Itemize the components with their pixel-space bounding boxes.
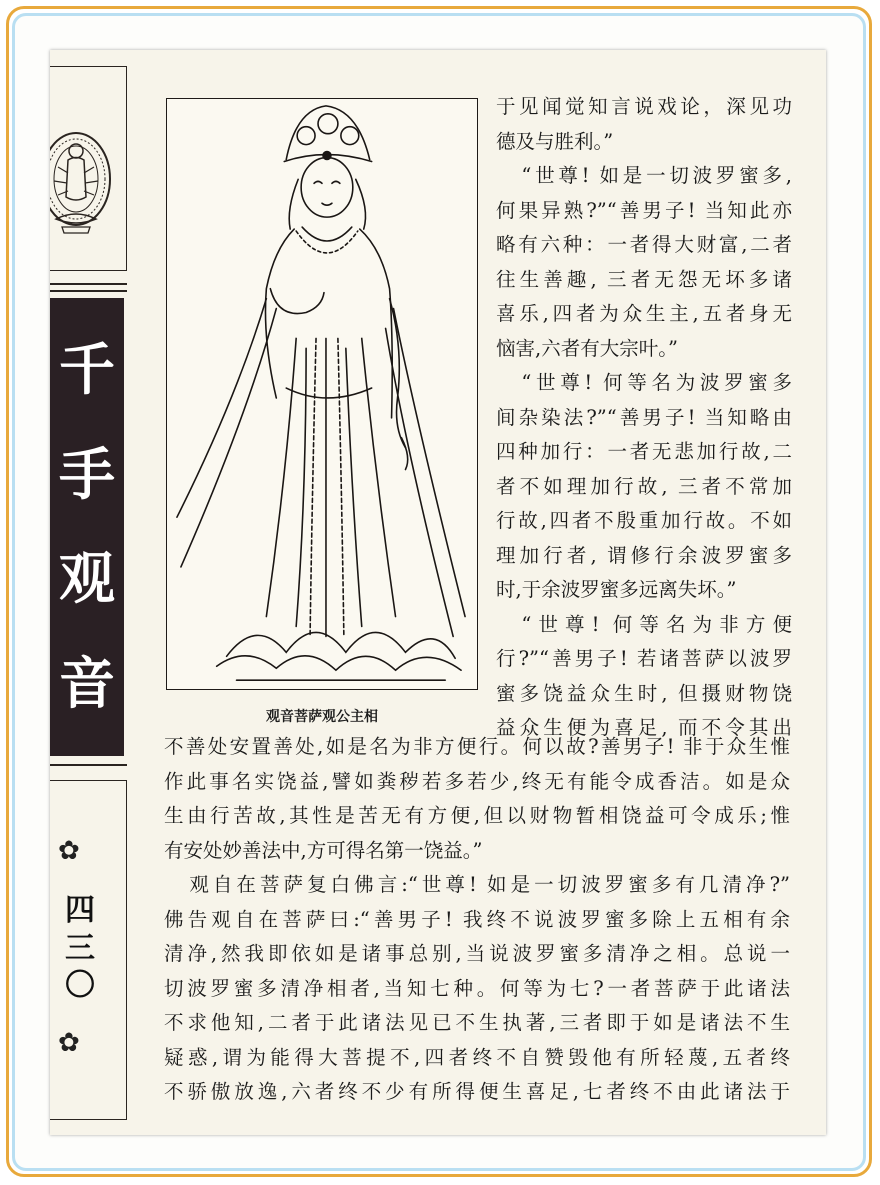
sidebar-rule [50,290,127,292]
text-line: 不求他知,二者于此诸法见已不生执著,三者即于如是诸法不生 [164,1011,790,1034]
text-line: 生由行苦故,其性是苦无有方便,但以财物暂相饶益可令成乐;惟 [164,804,790,827]
text-line: “世尊! 如是一切波罗蜜多, [521,164,792,187]
text-line: 不骄傲放逸,六者终不少有所得便生喜足,七者终不由此诸法于 [164,1080,790,1103]
sidebar-rule [50,283,127,285]
page-number [60,895,100,1002]
body-text-block [164,730,790,1110]
page-number-char: 三 [65,930,95,966]
text-line: 佛告观自在菩萨曰:“善男子! 我终不说波罗蜜多除上五相有余 [164,907,790,931]
book-title-char: 千 [59,337,115,404]
text-line: 间杂染法?”“善男子! 当知略由 [496,405,792,429]
text-line: 往生善趣, 三者无怨无坏多诸 [496,267,792,291]
text-line: 于见闻觉知言说戏论，深见功 [496,95,792,118]
figure-caption: 观音菩萨观公主相 [266,709,378,725]
text-line: 益众生便为喜足, 而不令其出 [496,716,792,739]
guanyin-illustration [166,98,478,690]
book-page [50,50,826,1135]
text-line: 清净,然我即依如是诸事总别,当说波罗蜜多清净之相。总说一 [164,942,790,965]
text-line: 行?”“善男子! 若诸菩萨以波罗 [496,647,792,670]
text-line: 四种加行：一者无悲加行故,二 [496,440,792,463]
text-line: 恼害,六者有大宗叶。” [496,336,678,360]
text-line: 不善处安置善处,如是名为非方便行。何以故?善男子! 非于众生惟 [164,735,790,758]
text-line: “世尊! 何等名为波罗蜜多 [521,371,792,394]
text-line: 者不如理加行故, 三者不常加 [496,474,792,498]
text-line: 行故,四者不殷重加行故。不如 [496,509,792,532]
bodhisattva-figure-icon [167,99,477,689]
text-line: 观自在菩萨复白佛言:“世尊! 如是一切波罗蜜多有几清净?” [189,873,790,896]
sidebar-top-panel [50,66,127,271]
sidebar-rule [50,764,127,766]
page-number-char: 四 [65,893,95,928]
book-title-char: 手 [59,441,115,508]
text-line: 有安处妙善法中,方可得名第一饶益。” [164,838,483,862]
text-line: 蜜多饶益众生时, 但摄财物饶 [496,681,792,705]
text-line: 理加行者, 谓修行余波罗蜜多 [496,543,792,567]
book-title-char: 音 [59,650,115,717]
text-line: “世尊! 何等名为非方便 [521,612,792,636]
text-line: 切波罗蜜多清净相者,当知七种。何等为七?一者菩萨于此诸法 [164,976,790,1000]
text-line: 德及与胜利。” [496,129,614,153]
flower-ornament-icon: ✿ [58,836,80,866]
book-title-block [50,298,124,756]
text-line: 作此事名实饶益,譬如粪秽若多若少,终无有能令成香洁。如是众 [164,769,790,793]
body-text-column [496,90,792,746]
page-number-char: 〇 [65,968,95,1003]
text-line: 喜乐,四者为众生主,五者身无 [496,302,792,325]
book-title-char: 观 [59,546,115,613]
text-line: 疑惑,谓为能得大菩提不,四者终不自赞毁他有所轻蔑,五者终 [164,1045,790,1069]
text-line: 略有六种：一者得大财富,二者 [496,233,792,256]
text-line: 何果异熟?”“善男子! 当知此亦 [496,198,792,222]
thousand-armed-guanyin-icon [50,127,114,247]
flower-ornament-icon: ✿ [58,1028,80,1058]
text-line: 时,于余波罗蜜多远离失坏。” [496,578,737,601]
